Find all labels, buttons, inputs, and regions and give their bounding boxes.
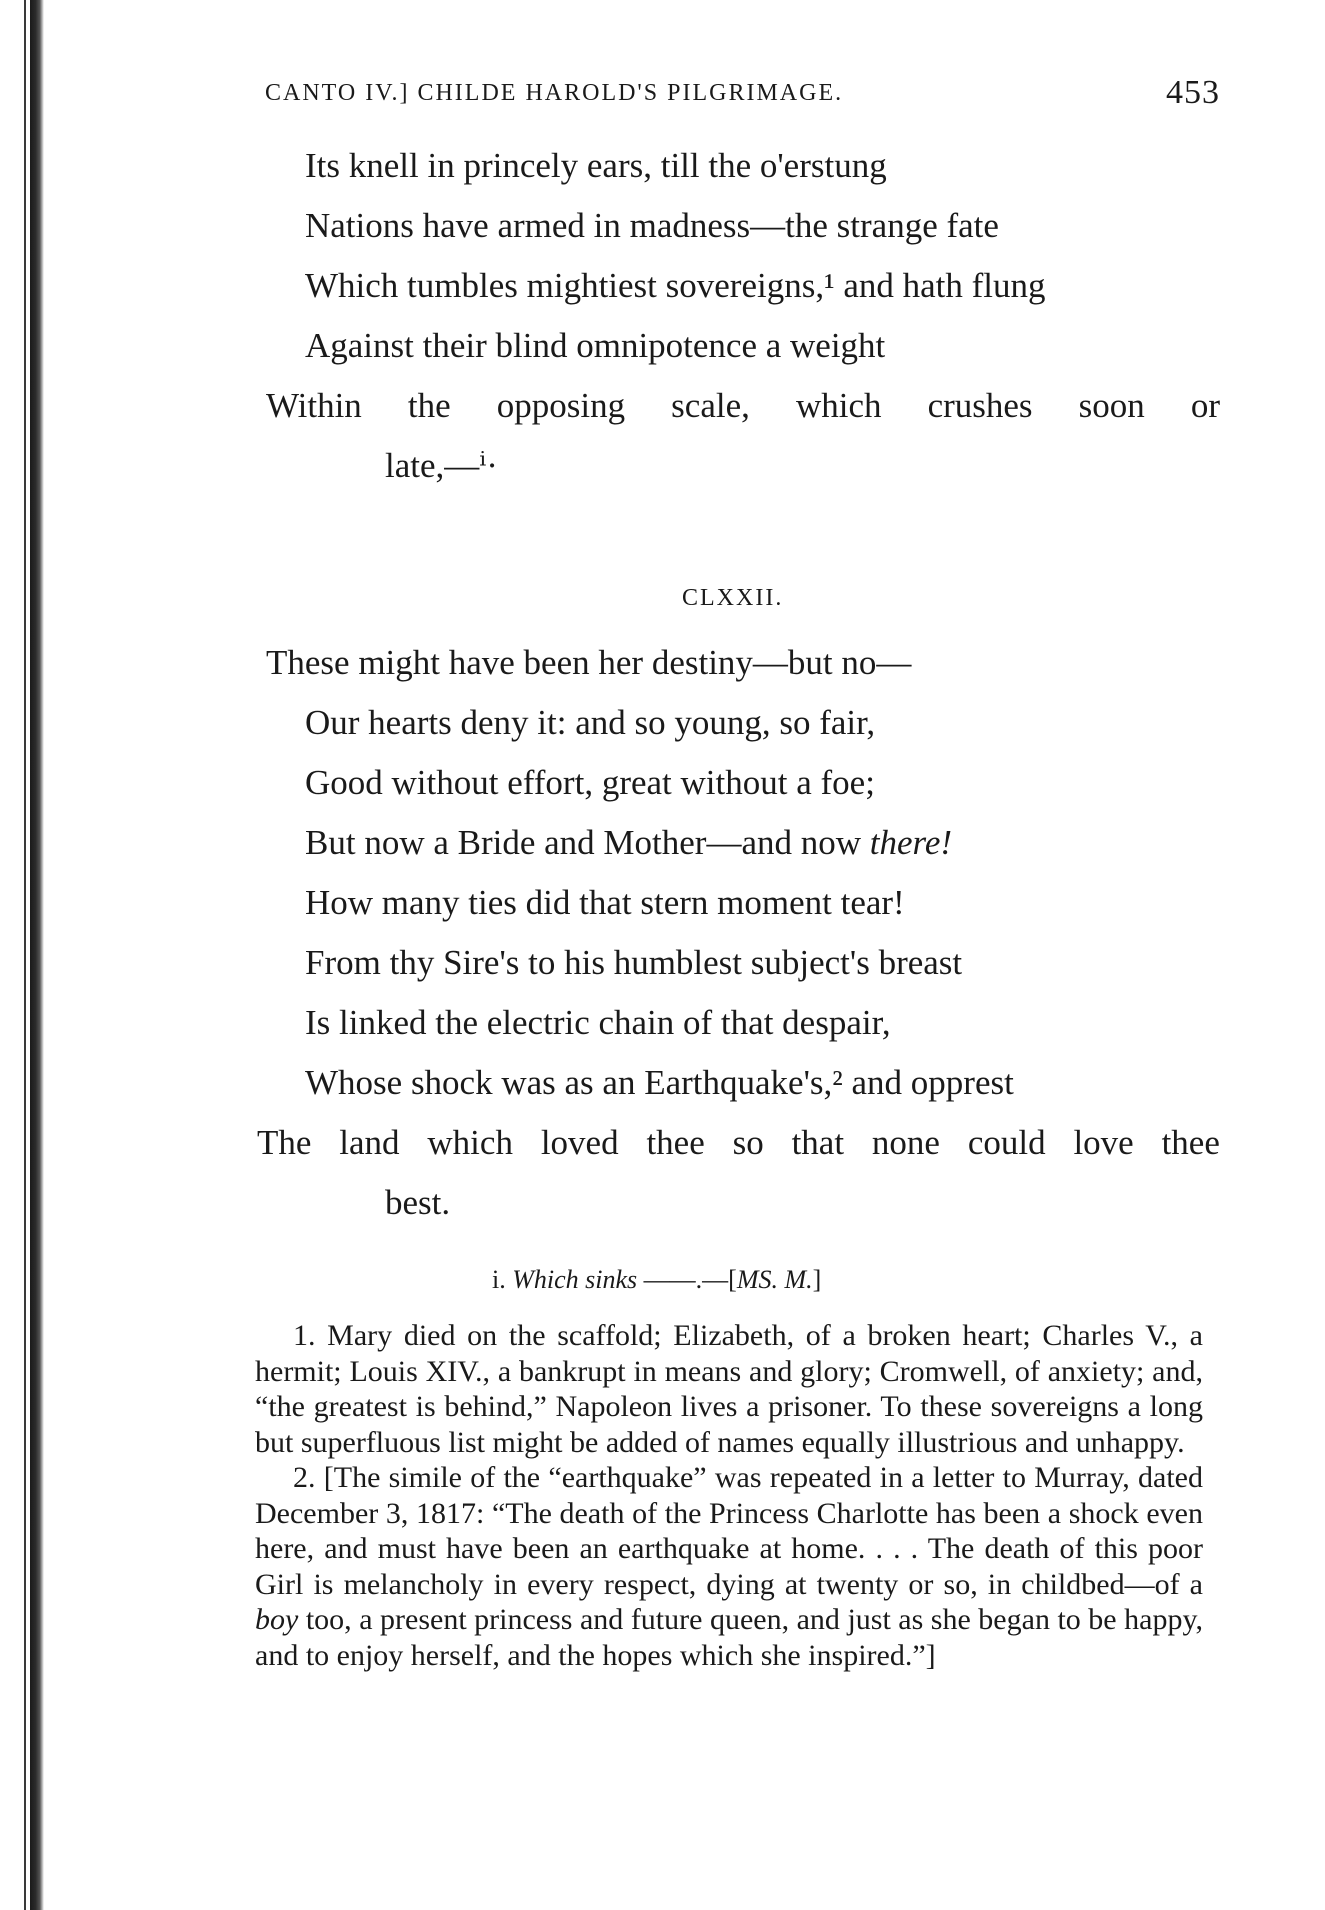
- page-number: 453: [1166, 74, 1220, 111]
- variant-note: i. Which sinks ——.—[MS. M.]: [492, 1265, 822, 1294]
- verse-line: Good without effort, great without a foe;: [305, 763, 875, 802]
- verse-line: Our hearts deny it: and so young, so fair,: [305, 703, 876, 742]
- verse-line: Nations have armed in madness—the strange fate: [305, 206, 999, 245]
- verse-line: Is linked the electric chain of that despair,: [305, 1003, 891, 1042]
- book-binding-shadow: [30, 0, 44, 1910]
- verse-line-alexandrine: Within the opposing scale, which crushes soon or: [266, 386, 1220, 425]
- verse-line: Which tumbles mightiest sovereigns,¹ and hath flung: [305, 266, 1046, 305]
- verse-line: Whose shock was as an Earthquake's,² and opprest: [305, 1063, 1014, 1102]
- stanza-number: CLXXII.: [682, 585, 784, 611]
- footnotes: [255, 1318, 1203, 1673]
- page-edge-line: [24, 0, 26, 1910]
- verse-line-turnover: late,—ⁱ·: [385, 446, 498, 485]
- footnote-2: 2. [The simile of the “earthquake” was repeated in a letter to Murray, dated December 3, 1817: “The death of the Princess Charlotte has been a shock even here, and must have been an earthquake at home. . . . The death of this poor Girl is melancholy in every respect, dying at twenty or so, in childbed—of a boy too, a present princess and future queen, and just as she began to be happy, and to enjoy herself, and the hopes which she inspired.”]: [255, 1461, 1203, 1672]
- verse-line: But now a Bride and Mother—and now there!: [305, 823, 953, 862]
- verse-line: How many ties did that stern moment tear!: [305, 883, 905, 922]
- footnote-1: 1. Mary died on the scaffold; Elizabeth, of a broken heart; Charles V., a hermit; Louis XIV., a bankrupt in means and glory; Cromwell, of anxiety; and, “the greatest is behind,” Napoleon lives a prisoner. To these sovereigns a long but superfluous list might be added of names equally illustrious and unhappy.: [255, 1319, 1203, 1459]
- page-header: [265, 74, 1220, 114]
- verse-line-turnover: best.: [385, 1183, 451, 1222]
- verse-line: These might have been her destiny—but no—: [266, 643, 912, 682]
- verse-line: From thy Sire's to his humblest subject's breast: [305, 943, 963, 982]
- emphasis-word: there!: [869, 823, 953, 862]
- running-head: CANTO IV.] CHILDE HAROLD'S PILGRIMAGE.: [265, 80, 844, 106]
- verse-line: Its knell in princely ears, till the o'erstung: [305, 146, 887, 185]
- verse-line-alexandrine: The land which loved thee so that none could love thee: [257, 1123, 1220, 1162]
- verse-line: Against their blind omnipotence a weight: [305, 326, 886, 365]
